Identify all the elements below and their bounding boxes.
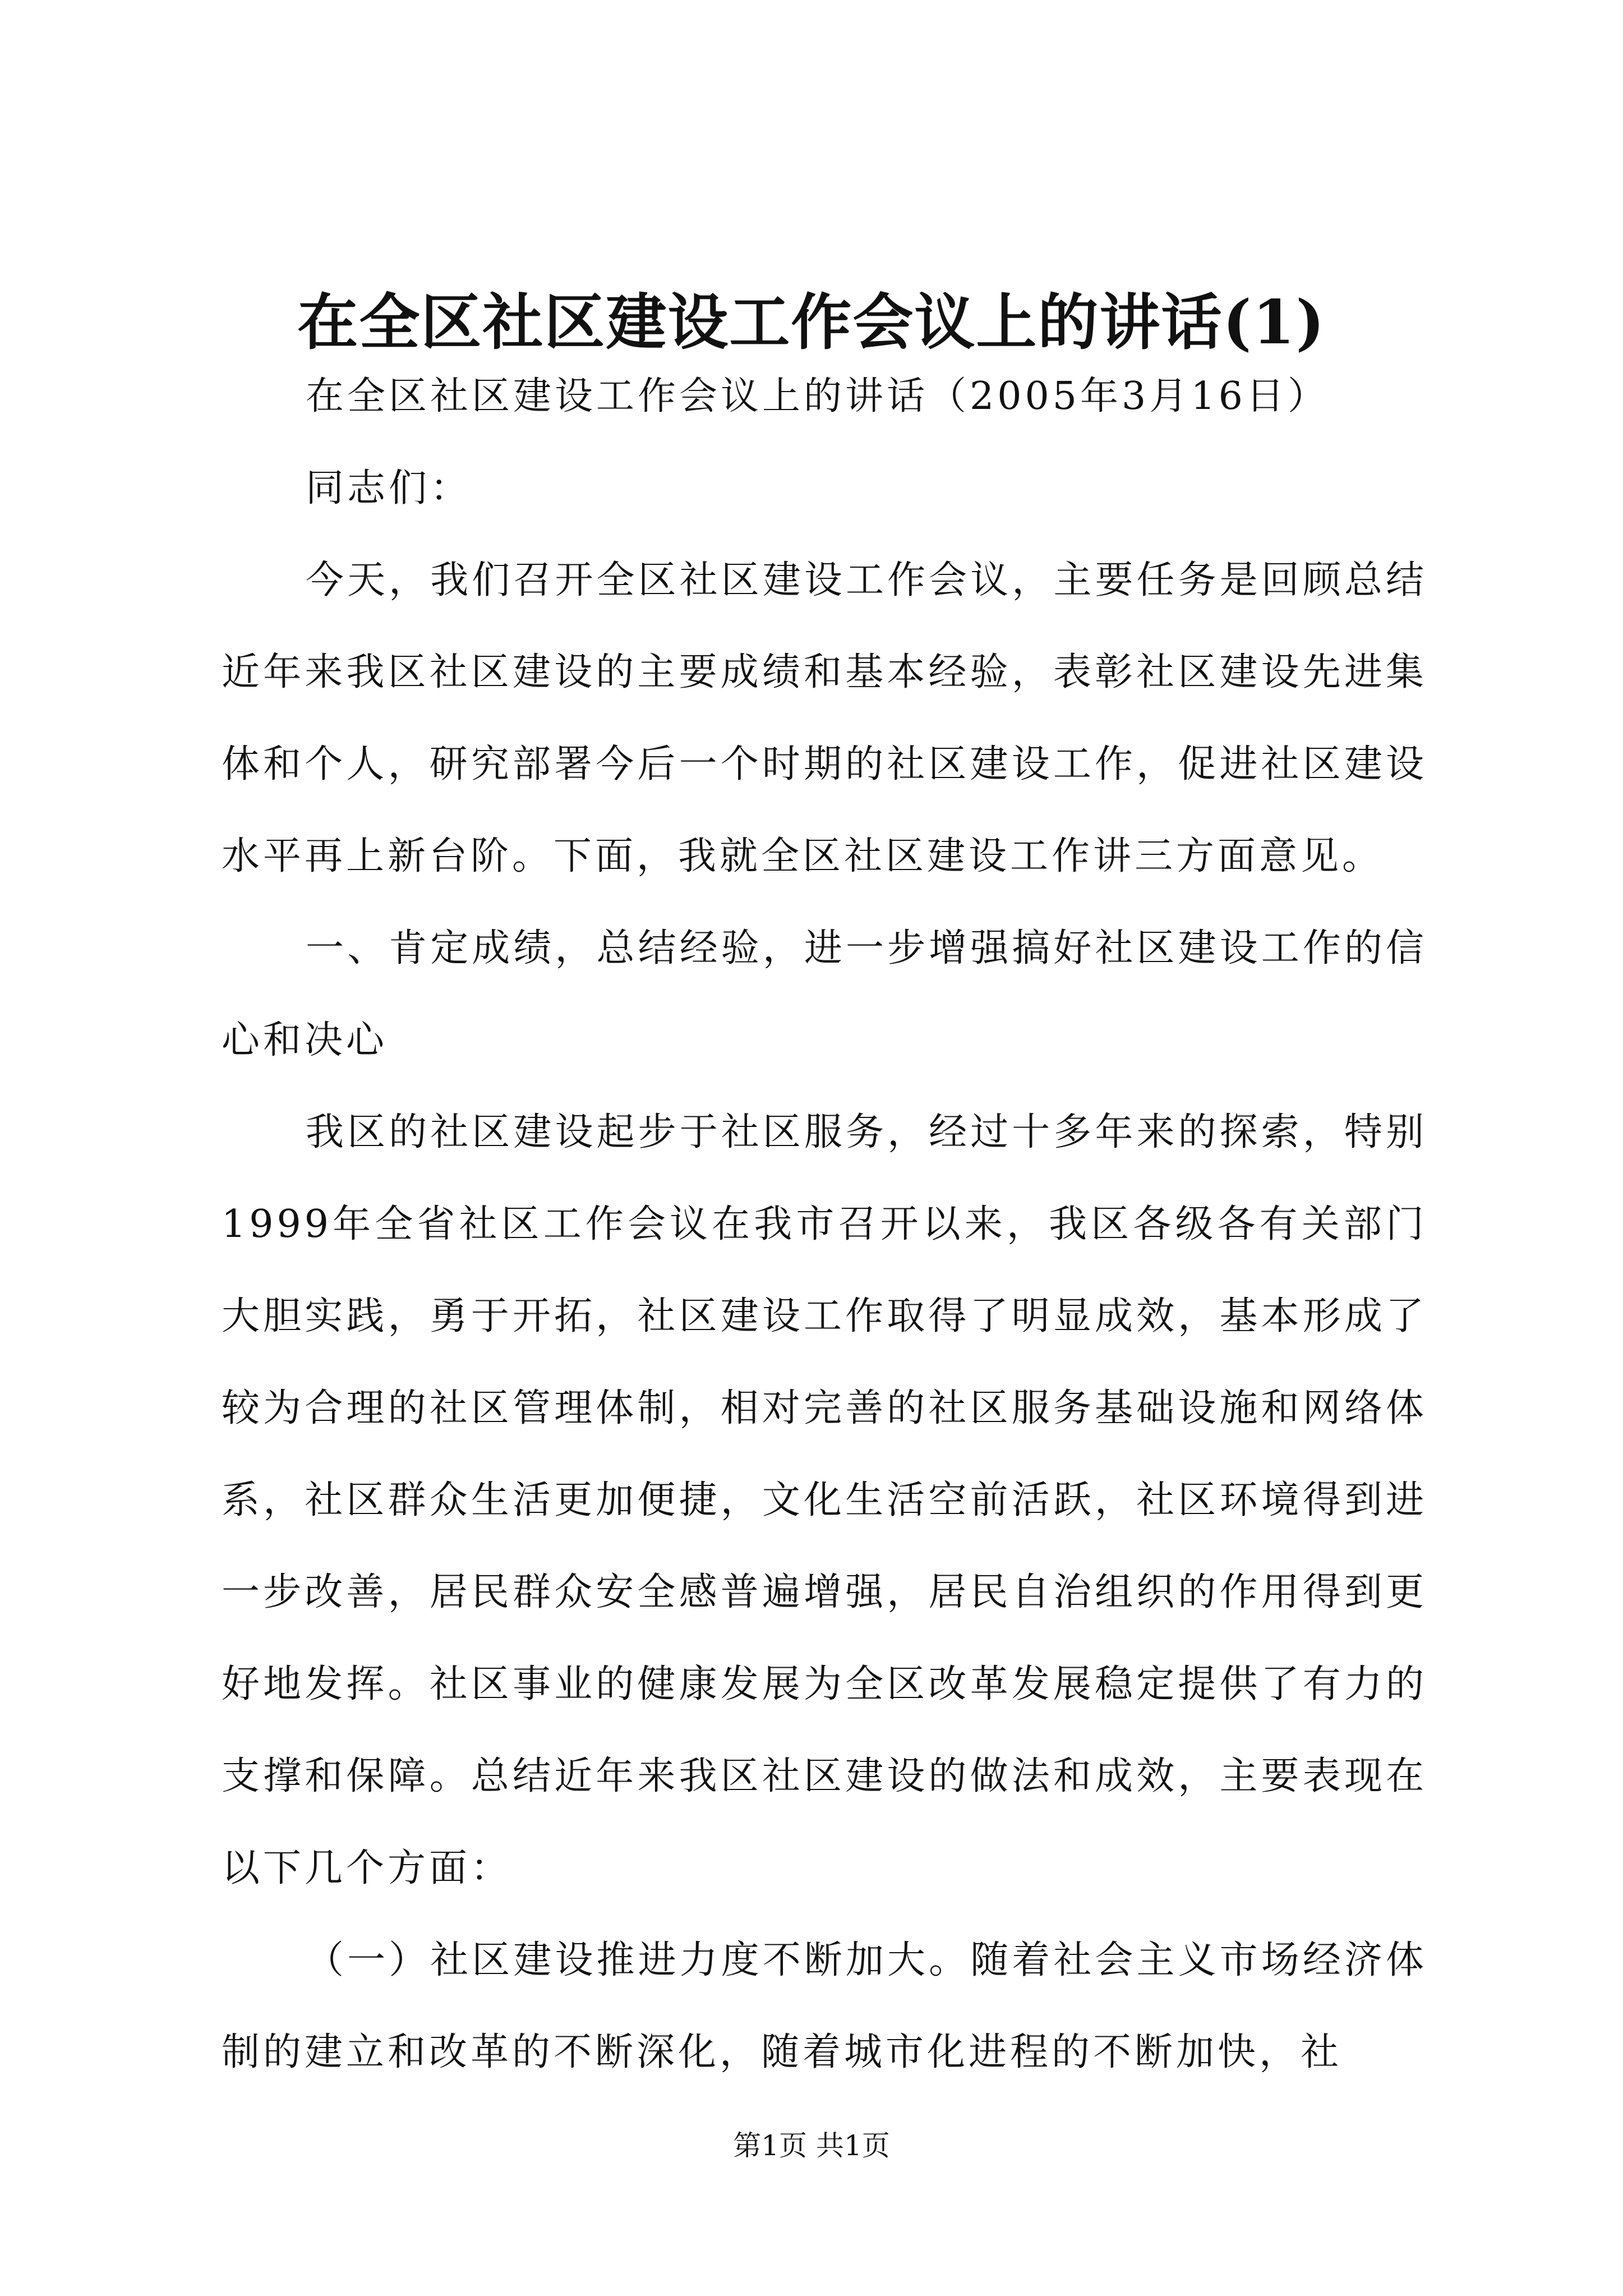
paragraph-salutation: 同志们：	[306, 466, 472, 510]
paragraph-subtitle: 在全区社区建设工作会议上的讲话（2005年3月16日）	[306, 374, 1329, 418]
paragraph-achievements: 我区的社区建设起步于社区服务，经过十多年来的探索，特别1999年全省社区工作会议在我市召开以来，我区各级各有关部门大胆实践，勇于开拓，社区建设工作取得了明显成效，基本形成了较为合理的社区管理体制，相对完善的社区服务基础设施和网络体系，社区群众生活更加便捷，文化生活空前活跃，社区环境得到进一步改善，居民群众安全感普遍增强，居民自治组织的作用得到更好地发挥。社区事业的健康发展为全区改革发展稳定提供了有力的支撑和保障。总结近年来我区社区建设的做法和成效，主要表现在以下几个方面：	[222, 1110, 1427, 1890]
document-title: 在全区社区建设工作会议上的讲话(1)	[297, 287, 1326, 358]
paragraph-section-heading: 一、肯定成绩，总结经验，进一步增强搞好社区建设工作的信心和决心	[222, 926, 1427, 1062]
paragraph-point-one: （一）社区建设推进力度不断加大。随着社会主义市场经济体制的建立和改革的不断深化，随着城市化进程的不断加快，社	[222, 1938, 1427, 2074]
document-body	[222, 351, 1427, 2099]
page-footer: 第1页 共1页	[733, 2129, 890, 2162]
paragraph-intro: 今天，我们召开全区社区建设工作会议，主要任务是回顾总结近年来我区社区建设的主要成绩和基本经验，表彰社区建设先进集体和个人，研究部署今后一个时期的社区建设工作，促进社区建设水平再上新台阶。下面，我就全区社区建设工作讲三方面意见。	[222, 558, 1427, 878]
